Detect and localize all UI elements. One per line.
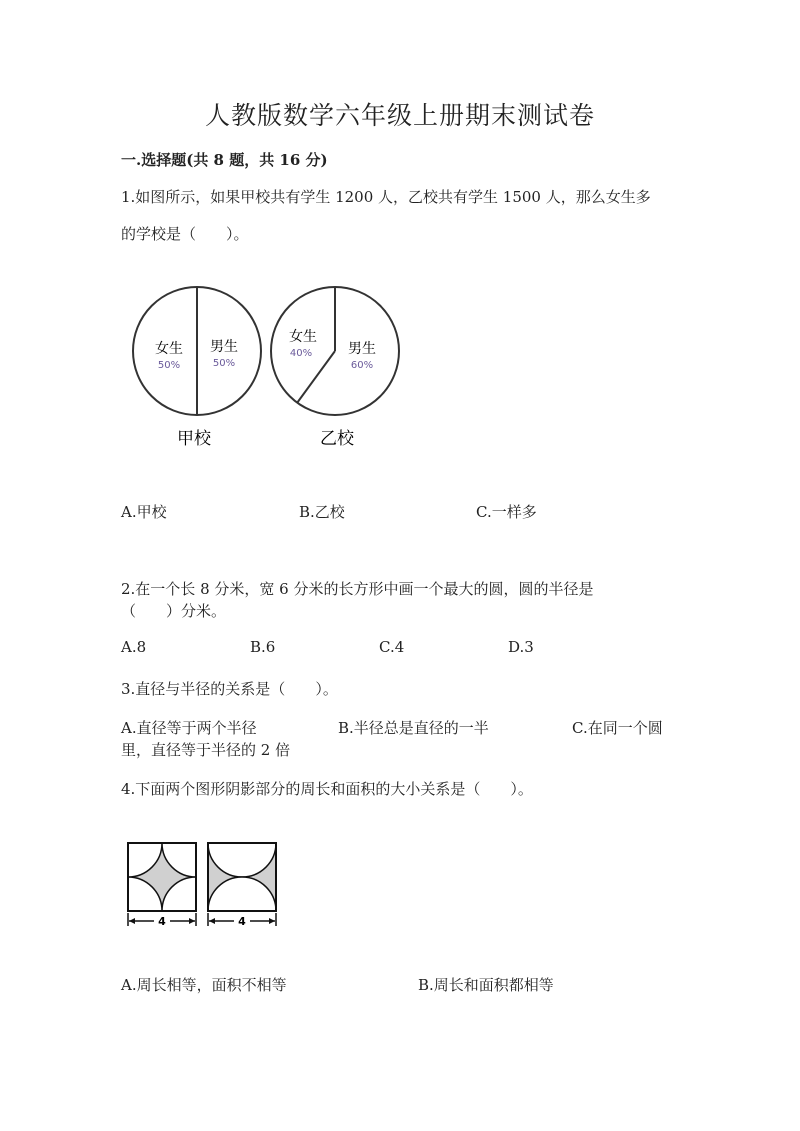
figure-quarter-circles xyxy=(128,843,196,911)
question-4-option-b[interactable]: B.周长和面积都相等 xyxy=(418,976,554,994)
slice-label-girls: 女生 xyxy=(289,329,317,345)
question-4-option-a[interactable]: A.周长相等，面积不相等 xyxy=(121,976,287,994)
question-2-line-2: （ ）分米。 xyxy=(121,602,227,620)
question-2-option-c[interactable]: C.4 xyxy=(379,638,405,656)
shaded-squares-figure xyxy=(124,838,284,930)
section-heading: 一.选择题(共 8 题，共 16 分) xyxy=(121,151,328,169)
question-1-option-b[interactable]: B.乙校 xyxy=(299,503,345,521)
question-1-line-1: 1.如图所示，如果甲校共有学生 1200 人，乙校共有学生 1500 人，那么女生多 xyxy=(121,188,651,206)
dimension-arrow-1 xyxy=(128,913,196,928)
figure-semicircles xyxy=(208,843,276,911)
question-1-option-c[interactable]: C.一样多 xyxy=(476,503,537,521)
slice-pct-girls: 50% xyxy=(157,360,181,371)
question-1-option-a[interactable]: A.甲校 xyxy=(121,503,167,521)
page-title: 人教版数学六年级上册期末测试卷 xyxy=(204,101,595,130)
slice-pct-girls: 40% xyxy=(289,348,313,359)
pie-chart-yi xyxy=(271,287,399,415)
question-2-option-d[interactable]: D.3 xyxy=(508,638,534,656)
pie-chart-jia xyxy=(133,287,261,415)
question-3-option-c[interactable]: C.在同一个圆 xyxy=(572,719,663,737)
slice-label-boys: 男生 xyxy=(348,341,376,357)
dimension-arrow-2 xyxy=(208,913,276,928)
slice-pct-boys: 50% xyxy=(212,358,236,369)
chart-name-yi: 乙校 xyxy=(320,429,354,449)
question-1-line-2: 的学校是（ ）。 xyxy=(121,225,249,243)
question-3-option-c-continued: 里，直径等于半径的 2 倍 xyxy=(121,741,291,759)
dimension-label: 4 xyxy=(238,915,246,928)
question-3-text: 3.直径与半径的关系是（ ）。 xyxy=(121,680,338,698)
question-2-line-1: 2.在一个长 8 分米，宽 6 分米的长方形中画一个最大的圆，圆的半径是 xyxy=(121,580,594,598)
dimension-label: 4 xyxy=(158,915,166,928)
chart-name-jia: 甲校 xyxy=(177,429,211,449)
question-3-option-b[interactable]: B.半径总是直径的一半 xyxy=(338,719,489,737)
slice-pct-boys: 60% xyxy=(350,360,374,371)
question-2-option-b[interactable]: B.6 xyxy=(250,638,276,656)
slice-label-boys: 男生 xyxy=(210,339,238,355)
question-3-option-a[interactable]: A.直径等于两个半径 xyxy=(121,719,257,737)
slice-label-girls: 女生 xyxy=(155,341,183,357)
question-2-option-a[interactable]: A.8 xyxy=(121,638,147,656)
question-4-text: 4.下面两个图形阴影部分的周长和面积的大小关系是（ ）。 xyxy=(121,780,533,798)
pie-charts-figure xyxy=(120,270,420,460)
